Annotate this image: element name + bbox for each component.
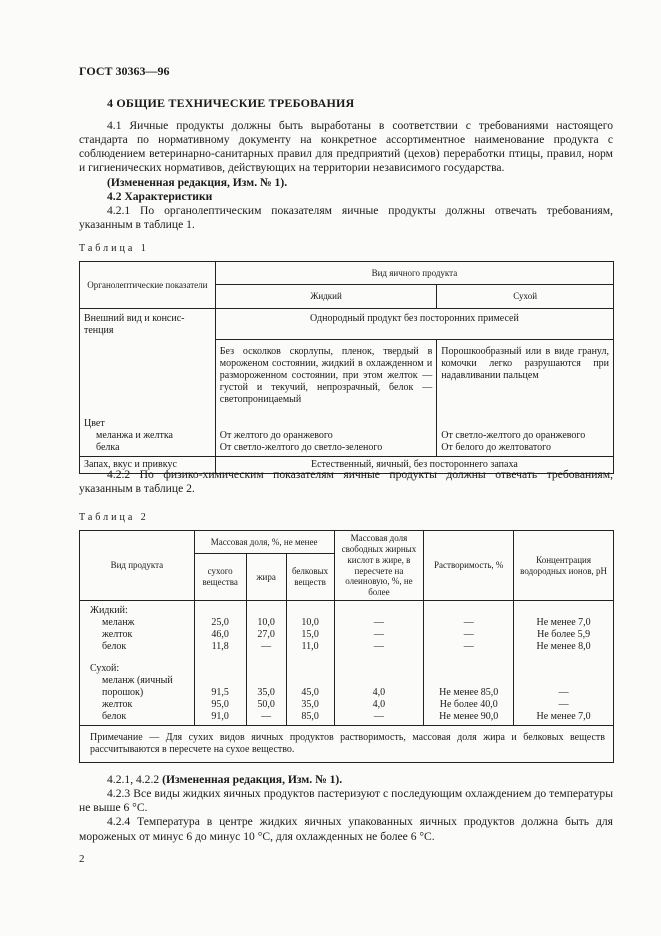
paragraph-4-2-2 [79, 468, 613, 496]
cell-value: — [373, 711, 384, 722]
table2-dry-fat [246, 655, 286, 726]
cell-value: 27,0 [257, 629, 275, 640]
table2-liquid-dry [194, 601, 246, 656]
table1-empty-cell [80, 339, 216, 412]
cell-value: 45,0 [301, 687, 319, 698]
table2-header-dry: сухого вещества [194, 554, 246, 601]
table1-color-dry [437, 412, 614, 457]
table2-header-mass: Массовая доля, %, не менее [194, 531, 334, 554]
cell-value: — [463, 641, 474, 652]
amendment-ref: 4.2.1, 4.2.2 [107, 773, 160, 786]
table2-dry-protein [286, 655, 334, 726]
table2-liquid-solubility [424, 601, 514, 656]
cell-value: — [261, 641, 272, 652]
cell-value: — [558, 699, 569, 710]
row-label: Цвет [84, 417, 105, 429]
cell-value: 85,0 [301, 711, 319, 722]
table1-row-smell-common: Естественный, яичный, без постороннего запаха [215, 456, 613, 473]
subsection-heading: 4.2 Характеристики [107, 189, 213, 203]
table2-group-dry [80, 655, 195, 726]
cell-value: — [373, 617, 384, 628]
cell-value: Не менее 8,0 [536, 641, 591, 652]
table2-dry-dry [194, 655, 246, 726]
table1-header-dry: Сухой [437, 285, 614, 309]
table2-header-fat: жира [246, 554, 286, 601]
paragraph-4-2-4: 4.2.4 Температура в центре жидких яичных упакованных яичных продуктов должна быть для мороженых от минус 6 до минус 10 °С, для охлажденных не более 6 °С. [79, 815, 613, 843]
row-label: желток [102, 629, 133, 640]
row-sublabel: белка [96, 441, 120, 453]
cell-value: Не менее 90,0 [439, 711, 499, 722]
cell-value: Не более 40,0 [439, 699, 498, 710]
cell-value: 10,0 [301, 617, 319, 628]
table2-note: Примечание — Для сухих видов яичных продуктов растворимость, массовая доля жира и белковых веществ рассчитываются в пересчете на сухое вещество. [80, 726, 614, 763]
table1-header-liquid: Жидкий [215, 285, 437, 309]
table1-appearance-dry: Порошкообразный или в виде гранул, комочки легко разрушаются при надавливании пальцем [437, 339, 614, 412]
table1-caption: Таблица 1 [79, 243, 149, 254]
cell-value: Не менее 85,0 [439, 687, 499, 698]
table1-appearance-liquid: Без осколков скорлупы, пленок, твердый в мороженом состоянии, жидкий в охлажденном и размороженном состоянии, при этом желток — густой и текучий, непрозрачный, белок — светопроницаемый [215, 339, 437, 412]
cell-value: От белого до желтоватого [441, 441, 552, 453]
table2-header-ph: Концентрация водородных ионов, pH [514, 531, 614, 601]
table2-header-solubility: Растворимость, % [424, 531, 514, 601]
table2-dry-ph [514, 655, 614, 726]
cell-value: — [373, 641, 384, 652]
table2-header-product: Вид продукта [80, 531, 195, 601]
cell-value: От светло-желтого до оранжевого [441, 429, 586, 441]
cell-value: 46,0 [211, 629, 229, 640]
cell-value: 11,8 [211, 641, 229, 652]
paragraph-4-1 [79, 119, 613, 232]
table2-header-acids: Массовая доля свободных жирных кислот в жире, в пересчете на олеиновую, %, не более [334, 531, 424, 601]
cell-value: 91,0 [211, 711, 229, 722]
table1-color-liquid [215, 412, 437, 457]
cell-value: Не более 5,9 [537, 629, 591, 640]
table2-liquid-acids [334, 601, 424, 656]
row-label: меланж [102, 617, 135, 628]
paragraph-text: 4.2.2 По физико-химическим показателям яичные продукты должны отвечать требованиям, указанным в таблице 2. [79, 468, 613, 496]
table1-row-color-label [80, 412, 216, 457]
row-sublabel: меланжа и желтка [96, 429, 173, 441]
table2-dry-acids [334, 655, 424, 726]
table-2 [79, 530, 614, 763]
cell-value: Не менее 7,0 [536, 617, 591, 628]
cell-value: 10,0 [257, 617, 275, 628]
paragraph-text: 4.1 Яичные продукты должны быть выработаны в соответствии с требованиями настоящего стандарта по нормативному документу на конкретное ассортиментное наименование продукта с соблюдением ветеринарно-санитарных правил для предприятий (цехов) переработки птицы, правил, норм и гигиенических нормативов, действующих на территории независимого государства. [79, 119, 613, 175]
cell-value: 4,0 [372, 687, 386, 698]
cell-value: 95,0 [211, 699, 229, 710]
table2-caption: Таблица 2 [79, 512, 149, 523]
cell-value: 91,5 [211, 687, 229, 698]
row-label: Внешний вид и консис- [84, 313, 185, 324]
table2-liquid-ph [514, 601, 614, 656]
paragraph-4-2-1: 4.2.1 По органолептическим показателям яичные продукты должны отвечать требованиям, указанным в таблице 1. [79, 203, 613, 231]
row-label: желток [102, 699, 133, 710]
row-label: белок [102, 641, 127, 652]
table2-header-protein: белковых веществ [286, 554, 334, 601]
group-label: Сухой: [90, 663, 120, 674]
table1-header-indicators: Органолептические показатели [80, 262, 216, 309]
table1-row-smell-label: Запах, вкус и привкус [80, 456, 216, 473]
page-number: 2 [79, 853, 85, 865]
table1-header-product: Вид яичного продукта [215, 262, 613, 285]
cell-value: От светло-желтого до светло-зеленого [219, 441, 383, 453]
table1-row-appearance-label [80, 309, 216, 340]
row-label: тенция [84, 325, 114, 336]
group-label: Жидкий: [90, 605, 128, 616]
table-1 [79, 261, 614, 474]
cell-value: — [373, 629, 384, 640]
table2-group-liquid [80, 601, 195, 656]
cell-value: 25,0 [211, 617, 229, 628]
cell-value: 15,0 [301, 629, 319, 640]
cell-value: 35,0 [301, 699, 319, 710]
cell-value: 50,0 [257, 699, 275, 710]
row-label: меланж (яичный порошок) [102, 675, 173, 698]
amendment-note: (Измененная редакция, Изм. № 1). [162, 773, 343, 786]
cell-value: — [463, 617, 474, 628]
paragraph-amendment [79, 773, 613, 844]
cell-value: — [558, 687, 569, 698]
table2-liquid-protein [286, 601, 334, 656]
cell-value: Не менее 7,0 [536, 711, 591, 722]
document-id: ГОСТ 30363—96 [79, 64, 170, 78]
cell-value: — [261, 711, 272, 722]
amendment-note: (Измененная редакция, Изм. № 1). [107, 175, 288, 189]
table2-liquid-fat [246, 601, 286, 656]
cell-value: 11,0 [301, 641, 319, 652]
paragraph-4-2-3: 4.2.3 Все виды жидких яичных продуктов пастеризуют с последующим охлаждением до температуры не выше 6 °С. [79, 787, 613, 815]
section-title: 4 ОБЩИЕ ТЕХНИЧЕСКИЕ ТРЕБОВАНИЯ [107, 96, 355, 110]
table1-row-appearance-common: Однородный продукт без посторонних примесей [215, 309, 613, 340]
cell-value: 4,0 [372, 699, 386, 710]
cell-value: — [463, 629, 474, 640]
table2-dry-solubility [424, 655, 514, 726]
cell-value: 35,0 [257, 687, 275, 698]
row-label: белок [102, 711, 127, 722]
cell-value: От желтого до оранжевого [219, 429, 333, 441]
